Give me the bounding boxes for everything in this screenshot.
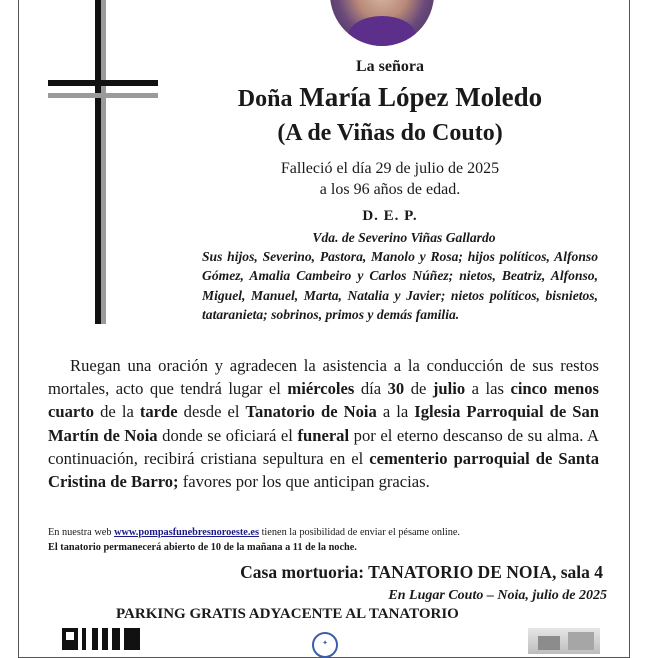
body-day: miércoles	[287, 379, 355, 399]
building-photo	[528, 628, 600, 654]
body-part: a la	[376, 402, 415, 422]
body-church: Iglesia Parroquial de San Martín de Noia	[48, 402, 599, 445]
name-main: María López Moledo	[299, 82, 543, 112]
body-day-number: 30	[387, 379, 405, 399]
web-suffix: tienen la posibilidad de enviar el pésame online.	[259, 527, 461, 538]
body-month: julio	[432, 379, 466, 399]
body-funeral-home: Tanatorio de Noia	[245, 402, 377, 422]
body-part: a las	[465, 379, 511, 399]
cross-horizontal-gray	[48, 93, 158, 98]
body-part: de	[404, 379, 433, 399]
dep-text: D. E. P.	[362, 208, 418, 224]
body-afternoon: tarde	[139, 402, 178, 422]
cross-vertical-gray	[101, 0, 106, 324]
body-part: día	[354, 379, 388, 399]
death-date: Falleció el día 29 de julio de 2025	[280, 160, 500, 177]
body-part: desde el	[177, 402, 246, 422]
body-time: cinco menos cuarto	[48, 379, 599, 422]
body-cemetery: cementerio parroquial de Santa Cristina de Barro;	[48, 448, 599, 492]
body-part: favores por los que anticipan gracias.	[178, 472, 430, 492]
intro-text: La señora	[356, 58, 424, 75]
ceremony-text	[48, 354, 599, 493]
deceased-alias: (A de Viñas do Couto)	[277, 120, 503, 146]
seal-icon	[312, 632, 338, 658]
deceased-name	[200, 82, 580, 113]
website-link[interactable]: www.pompasfunebresnoroeste.es	[114, 527, 259, 538]
family-list: Sus hijos, Severino, Pastora, Manolo y Rosa; hijos políticos, Alfonso Gómez, Amalia Cambeiro y Carlos Núñez; nietos, Beatriz, Alfonso, Miguel, Manuel, Marta, Natalia y Javier; nietos políticos, bisnietos, tataranieta; sobrinos, primos y demás familia.	[202, 249, 598, 323]
death-info	[200, 158, 580, 200]
body-part: donde se oficiará el	[157, 425, 298, 445]
seal-mark: ✦	[322, 640, 328, 647]
name-prefix: Doña	[237, 86, 293, 112]
photo-collar	[348, 16, 416, 46]
death-age: a los 96 años de edad.	[319, 181, 461, 198]
funeral-house: Casa mortuoria: TANATORIO DE NOIA, sala 4	[240, 562, 603, 582]
widow-line: Vda. de Severino Viñas Gallardo	[312, 230, 496, 245]
qr-code-icon[interactable]	[62, 628, 142, 650]
body-part: de la	[94, 402, 140, 422]
web-prefix: En nuestra web	[48, 527, 115, 538]
parking-notice: PARKING GRATIS ADYACENTE AL TANATORIO	[116, 606, 459, 622]
web-notice	[48, 526, 608, 539]
body-funeral: funeral	[297, 425, 350, 445]
place-date: En Lugar Couto – Noia, julio de 2025	[388, 588, 607, 603]
cross-horizontal-black	[48, 80, 158, 86]
body-part: por el eterno descanso de su alma. A continuación, recibirá cristiana sepultura en el	[48, 425, 599, 468]
body-part: Ruegan una oración y agradecen la asistencia a la conducción de sus restos mortales, acto que tendrá lugar el	[48, 356, 599, 399]
schedule-notice: El tanatorio permanecerá abierto de 10 de la mañana a 11 de la noche.	[48, 542, 357, 553]
